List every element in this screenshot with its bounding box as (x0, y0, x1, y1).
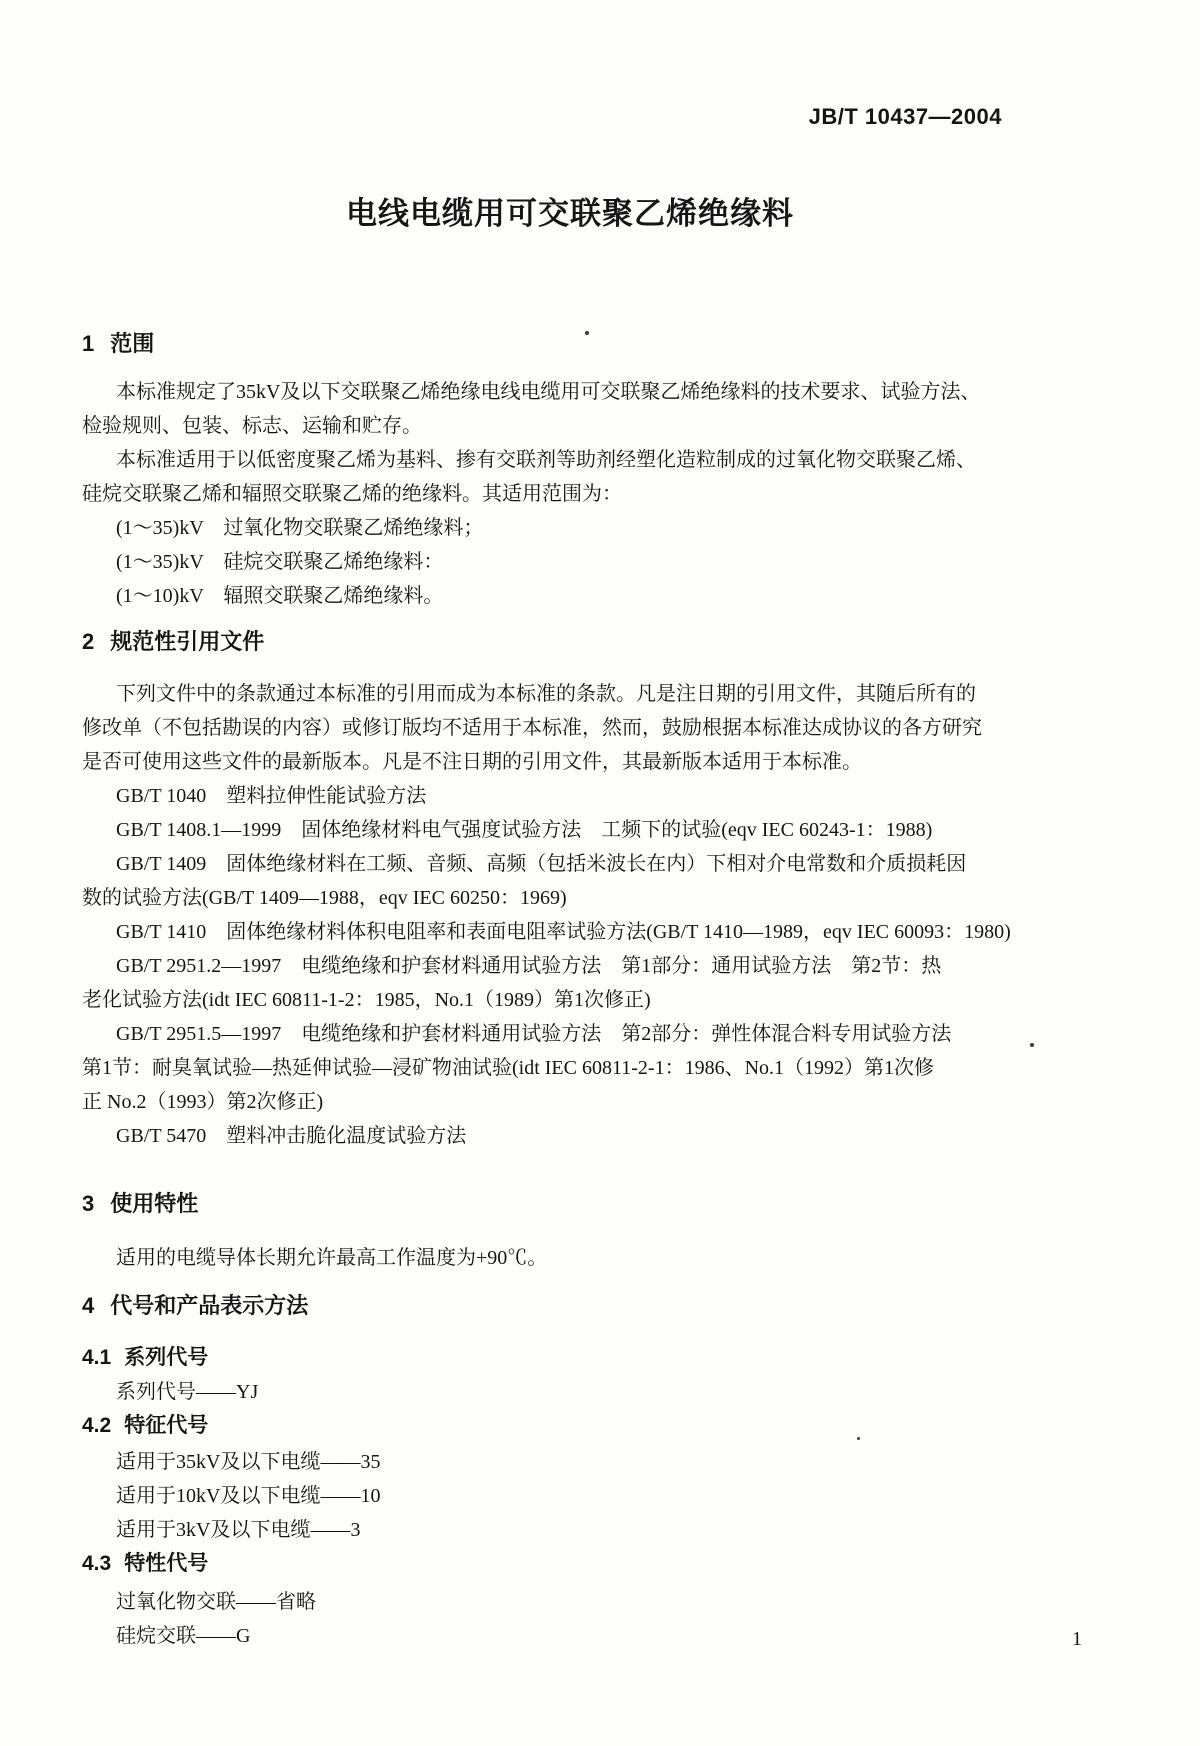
body-line: 硅烷交联聚乙烯和辐照交联聚乙烯的绝缘料。其适用范围为： (82, 483, 622, 505)
section-4-title: 代号和产品表示方法 (110, 1293, 309, 1318)
body-line: 系列代号——YJ (116, 1381, 259, 1403)
section-2-number: 2 (82, 629, 95, 654)
scan-speck (585, 331, 589, 335)
section-4-3-title: 特性代号 (124, 1552, 209, 1575)
document-title: 电线电缆用可交联聚乙烯绝缘料 (346, 196, 794, 231)
page-content (82, 0, 1011, 1653)
section-4-2-title: 特征代号 (124, 1414, 209, 1437)
reference-line: GB/T 5470 塑料冲击脆化温度试验方法 (116, 1125, 467, 1147)
body-line: 适用于35kV及以下电缆——35 (116, 1451, 381, 1473)
body-line: 下列文件中的条款通过本标准的引用而成为本标准的条款。凡是注日期的引用文件，其随后所有的 (116, 683, 976, 705)
scope-list-item: (1～35)kV 过氧化物交联聚乙烯绝缘料； (116, 517, 484, 539)
scope-list-item: (1～35)kV 硅烷交联聚乙烯绝缘料： (116, 551, 444, 573)
section-3-number: 3 (82, 1191, 95, 1216)
scope-list-item: (1～10)kV 辐照交联聚乙烯绝缘料。 (116, 585, 444, 607)
section-4-1-number: 4.1 (82, 1346, 112, 1369)
scan-speck (857, 1437, 860, 1440)
section-4-1-title: 系列代号 (124, 1346, 209, 1369)
body-line: 本标准适用于以低密度聚乙烯为基料、掺有交联剂等助剂经塑化造粒制成的过氧化物交联聚乙烯、 (116, 449, 976, 471)
section-3-title: 使用特性 (110, 1191, 199, 1216)
section-2-title: 规范性引用文件 (110, 629, 265, 654)
reference-line: GB/T 2951.5—1997 电缆绝缘和护套材料通用试验方法 第2部分：弹性体混合料专用试验方法 (116, 1023, 952, 1045)
reference-line: GB/T 1408.1—1999 固体绝缘材料电气强度试验方法 工频下的试验(eqv IEC 60243-1：1988) (116, 819, 933, 841)
section-4-3-heading (82, 1549, 1002, 1579)
section-3-heading (82, 1189, 1002, 1219)
reference-line: GB/T 2951.2—1997 电缆绝缘和护套材料通用试验方法 第1部分：通用试验方法 第2节：热 (116, 955, 942, 977)
reference-line: 数的试验方法(GB/T 1409—1988，eqv IEC 60250：1969) (82, 887, 567, 909)
reference-line: GB/T 1410 固体绝缘材料体积电阻率和表面电阻率试验方法(GB/T 1410—1989，eqv IEC 60093：1980) (116, 921, 1011, 943)
section-2-heading (82, 627, 1002, 657)
reference-line: 正 No.2（1993）第2次修正) (82, 1091, 324, 1113)
page-number: 1 (1072, 1628, 1082, 1650)
section-1-number: 1 (82, 331, 95, 356)
body-line: 修改单（不包括勘误的内容）或修订版均不适用于本标准，然而，鼓励根据本标准达成协议的各方研究 (82, 717, 982, 739)
body-line: 适用于10kV及以下电缆——10 (116, 1485, 381, 1507)
section-1-heading (82, 329, 1002, 359)
reference-line: 第1节：耐臭氧试验—热延伸试验—浸矿物油试验(idt IEC 60811-2-1：1986、No.1（1992）第1次修 (82, 1057, 935, 1079)
section-4-1-heading (82, 1343, 1002, 1373)
scan-speck (1030, 1043, 1034, 1047)
section-4-2-number: 4.2 (82, 1414, 112, 1437)
body-line: 过氧化物交联——省略 (116, 1591, 316, 1613)
body-line: 检验规则、包装、标志、运输和贮存。 (82, 415, 422, 437)
section-4-heading (82, 1291, 1002, 1321)
reference-line: GB/T 1409 固体绝缘材料在工频、音频、高频（包括米波长在内）下相对介电常数和介质损耗因 (116, 853, 967, 875)
section-4-3-number: 4.3 (82, 1552, 112, 1575)
body-line: 适用的电缆导体长期允许最高工作温度为+90℃。 (116, 1247, 548, 1269)
body-line: 是否可使用这些文件的最新版本。凡是不注日期的引用文件，其最新版本适用于本标准。 (82, 751, 862, 773)
section-1-title: 范围 (110, 331, 155, 356)
body-line: 硅烷交联——G (116, 1625, 251, 1647)
reference-line: 老化试验方法(idt IEC 60811-1-2：1985，No.1（1989）第1次修正) (82, 989, 651, 1011)
body-line: 本标准规定了35kV及以下交联聚乙烯绝缘电线电缆用可交联聚乙烯绝缘料的技术要求、试验方法、 (116, 381, 981, 403)
body-line: 适用于3kV及以下电缆——3 (116, 1519, 361, 1541)
reference-line: GB/T 1040 塑料拉伸性能试验方法 (116, 785, 427, 807)
section-4-number: 4 (82, 1293, 95, 1318)
section-4-2-heading (82, 1411, 1002, 1441)
standard-code: JB/T 10437—2004 (808, 104, 1002, 129)
